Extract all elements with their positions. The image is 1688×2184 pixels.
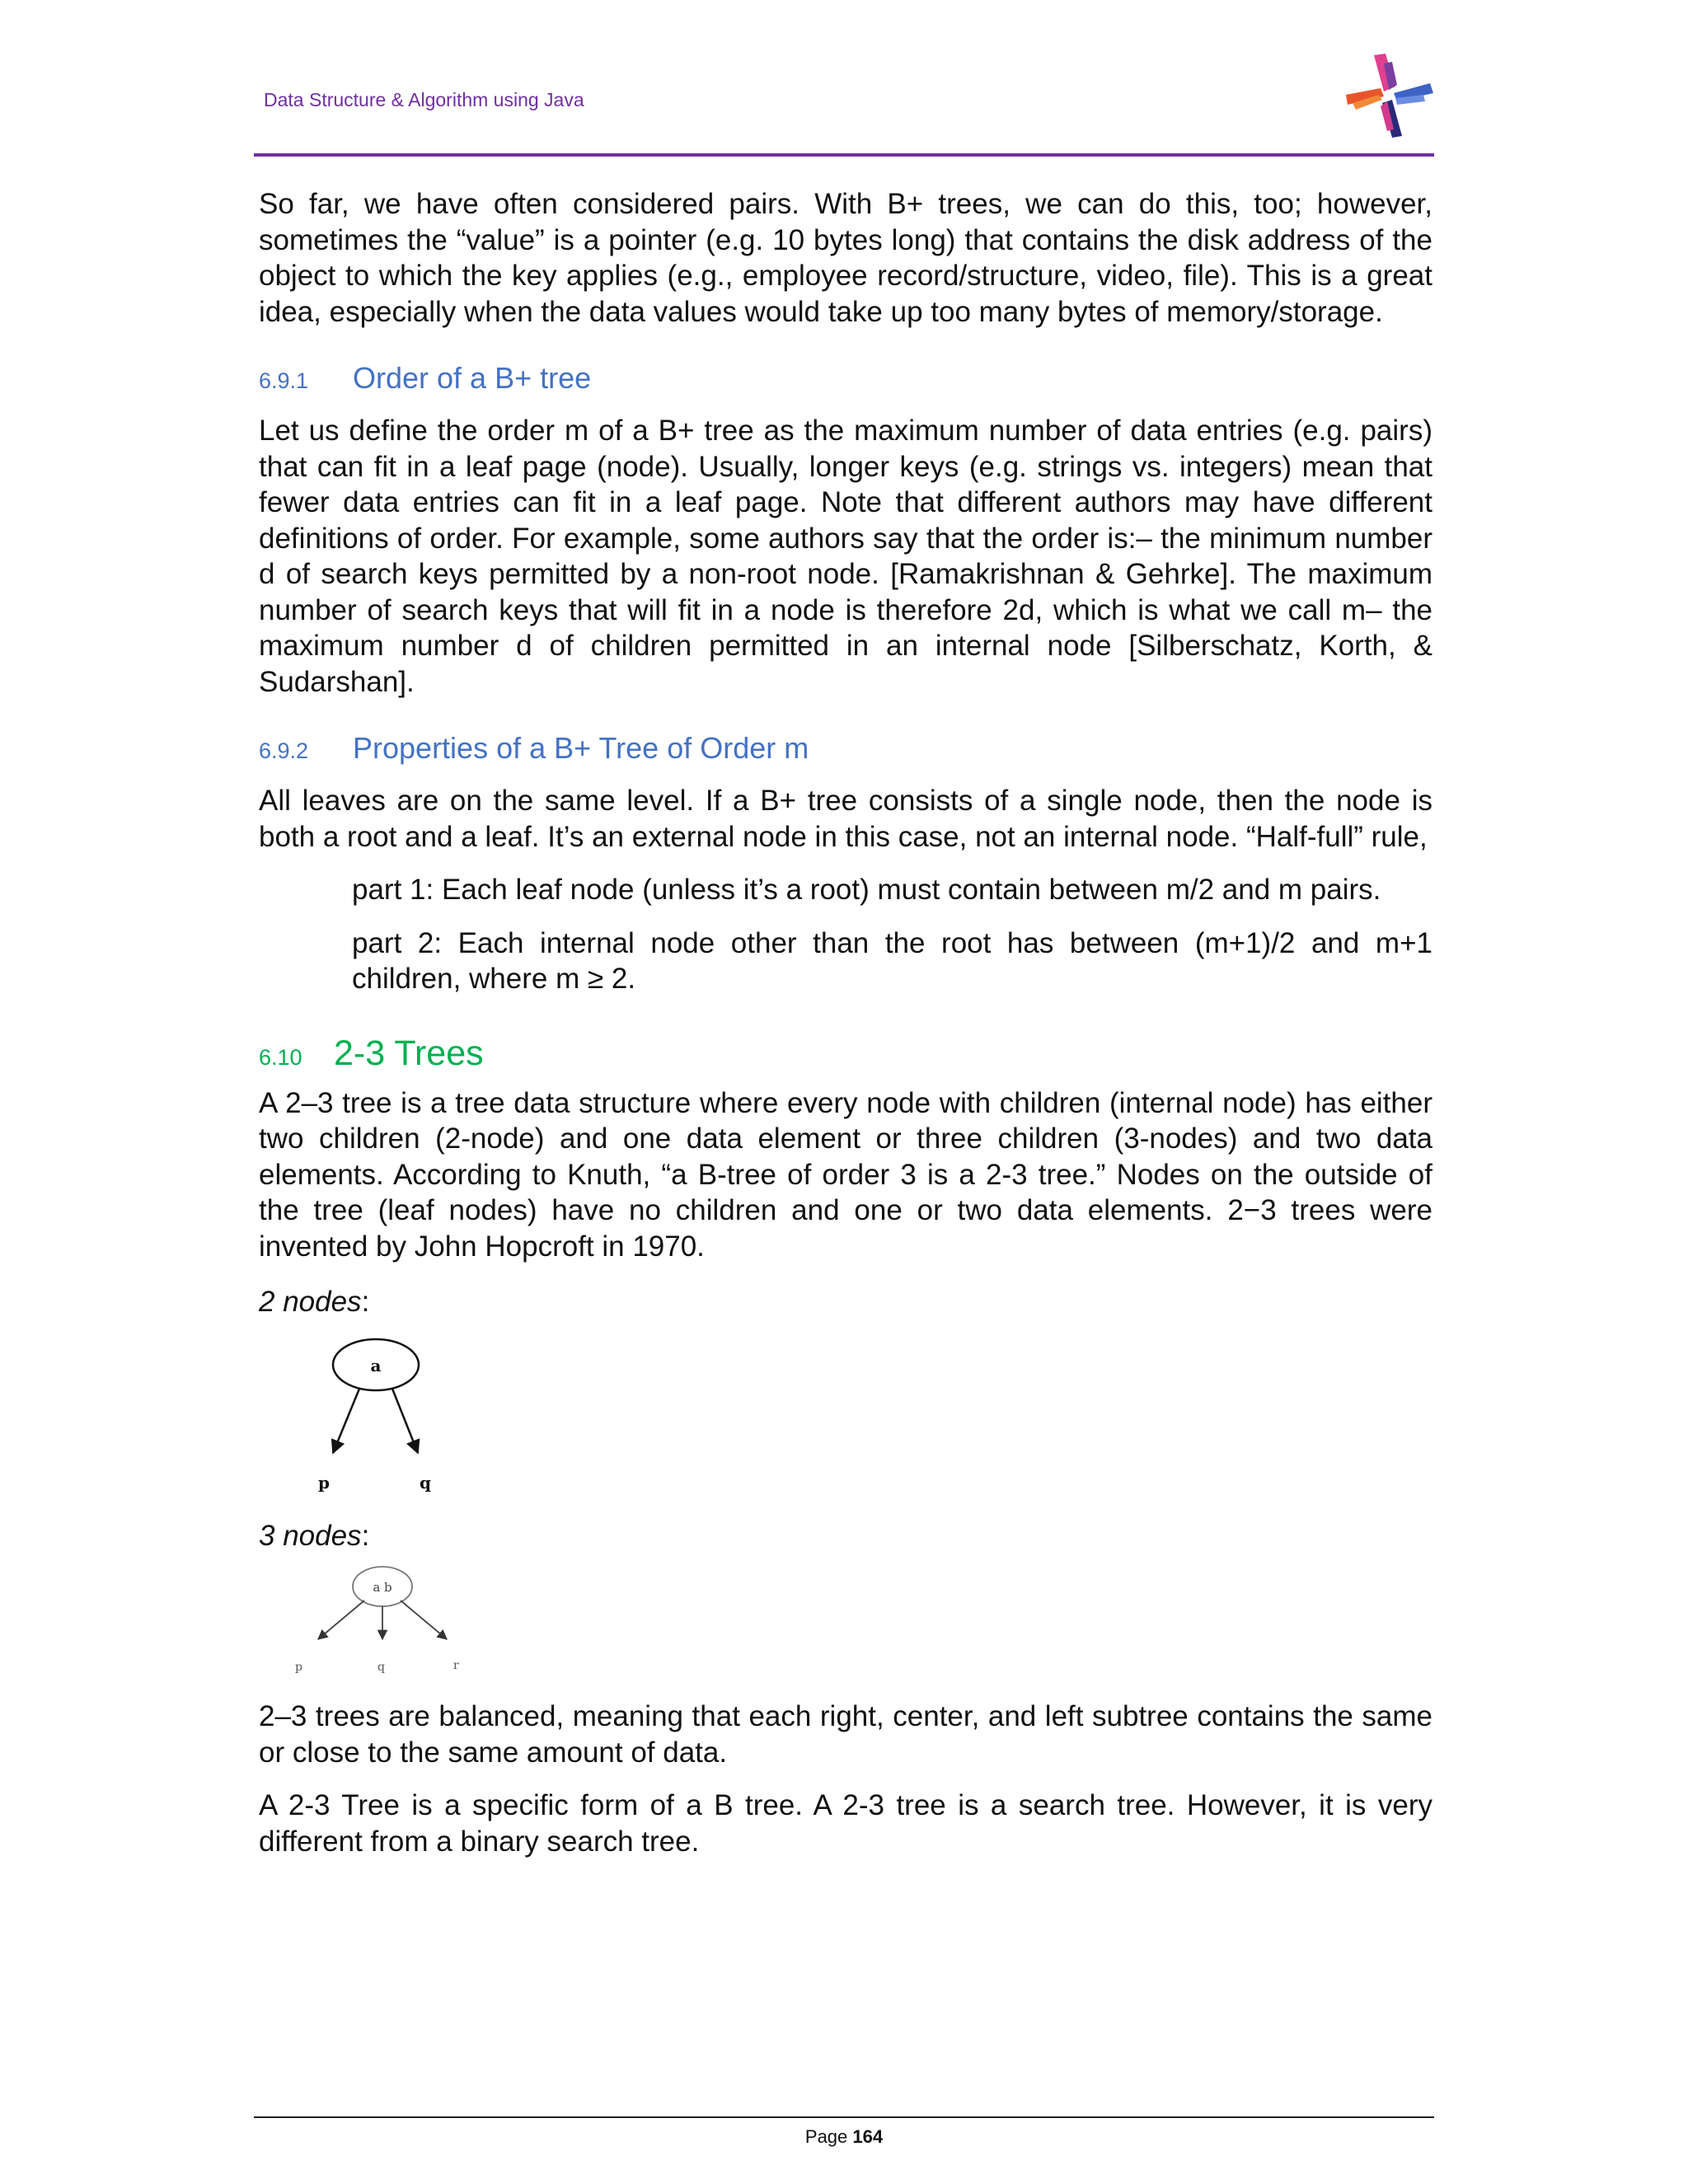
three-node-left-edge xyxy=(318,1601,364,1639)
section-title: Properties of a B+ Tree of Order m xyxy=(353,731,809,765)
page-number: 164 xyxy=(852,2126,884,2147)
section-number: 6.10 xyxy=(259,1044,302,1070)
three-node-middle-child: q xyxy=(377,1661,385,1674)
specific-form-paragraph: A 2-3 Tree is a specific form of a B tree. A 2-3 tree is a search tree. However, it is very different from a binary search tree. xyxy=(259,1789,1432,1858)
page-number-prefix: Page xyxy=(804,2126,853,2147)
section-number: 6.9.1 xyxy=(259,368,309,393)
three-node-diagram xyxy=(284,1563,481,1679)
section-number: 6.9.2 xyxy=(259,738,309,763)
three-node-root-label: a b xyxy=(373,1580,392,1595)
section-6-9-1-heading xyxy=(259,361,1432,396)
half-full-part-2: part 2: Each internal node other than the root has between (m+1)/2 and m+1 children, where m ≥ 2. xyxy=(352,926,1432,995)
intro-paragraph: So far, we have often considered pairs. With B+ trees, we can do this, too; however, sometimes the “value” is a pointer (e.g. 10 bytes long) that contains the disk address of the object to which the key applies (e.g., employee record/structure, video, file). This is a great idea, especially when the data values would take up too many bytes of memory/storage. xyxy=(259,188,1432,328)
two-nodes-label-colon: : xyxy=(361,1286,370,1318)
half-full-part-1: part 1: Each leaf node (unless it’s a root) must contain between m/2 and m pairs. xyxy=(352,874,1381,906)
two-node-root-label: a xyxy=(370,1355,382,1376)
three-node-right-edge xyxy=(401,1601,447,1639)
two-node-diagram xyxy=(308,1333,465,1498)
two-node-left-child: p xyxy=(318,1472,330,1493)
two-node-left-edge xyxy=(333,1389,359,1453)
header-title: Data Structure & Algorithm using Java xyxy=(264,89,584,110)
two-nodes-label xyxy=(259,1284,1432,1320)
two-nodes-label-text: 2 nodes xyxy=(259,1286,362,1318)
two-three-tree-paragraph: A 2–3 tree is a tree data structure where every node with children (internal node) has either two children (2-node) and one data element or three children (3-nodes) and two data elements. According to Knuth, “a B-tree of order 3 is a 2-3 tree.” Nodes on the outside of the tree (leaf nodes) have no children and one or two data elements. 2−3 trees were invented by John Hopcroft in 1970. xyxy=(259,1086,1432,1263)
section-6-9-2-heading xyxy=(259,731,1432,766)
three-nodes-label xyxy=(259,1518,1432,1554)
order-paragraph: Let us define the order m of a B+ tree as the maximum number of data entries (e.g. pairs) that can fit in a leaf page (node). Usually, longer keys (e.g. strings vs. integers) mean that fewer data entries can fit in a leaf page. Note that different authors may have different definitions of order. For example, some authors say that the order is:– the minimum number d of search keys permitted by a non-root node. [Ramakrishnan & Gehrke]. The maximum number of search keys that will fit in a node is therefore 2d, which is what we call m– the maximum number d of children permitted in an internal node [Silberschatz, Korth, & Sudarshan]. xyxy=(259,415,1432,698)
page-content xyxy=(259,186,1432,1859)
publisher-logo-icon xyxy=(1343,51,1434,138)
header-rule xyxy=(254,153,1434,157)
three-nodes-label-colon: : xyxy=(361,1519,370,1552)
three-node-left-child: p xyxy=(295,1661,302,1674)
two-node-right-edge xyxy=(392,1389,418,1453)
balanced-paragraph: 2–3 trees are balanced, meaning that each right, center, and left subtree contains the same or close to the same amount of data. xyxy=(259,1700,1432,1769)
section-title: Order of a B+ tree xyxy=(353,361,592,395)
three-nodes-label-text: 3 nodes xyxy=(259,1519,362,1552)
section-6-10-heading xyxy=(259,1033,1432,1074)
three-node-right-child: r xyxy=(453,1659,459,1672)
section-title: 2-3 Trees xyxy=(334,1033,484,1073)
footer-rule xyxy=(254,2116,1434,2118)
two-node-right-child: q xyxy=(420,1472,431,1493)
page-footer xyxy=(0,2126,1688,2148)
properties-paragraph: All leaves are on the same level. If a B+ tree consists of a single node, then the node is both a root and a leaf. It’s an external node in this case, not an internal node. “Half-full” rule, xyxy=(259,785,1432,853)
